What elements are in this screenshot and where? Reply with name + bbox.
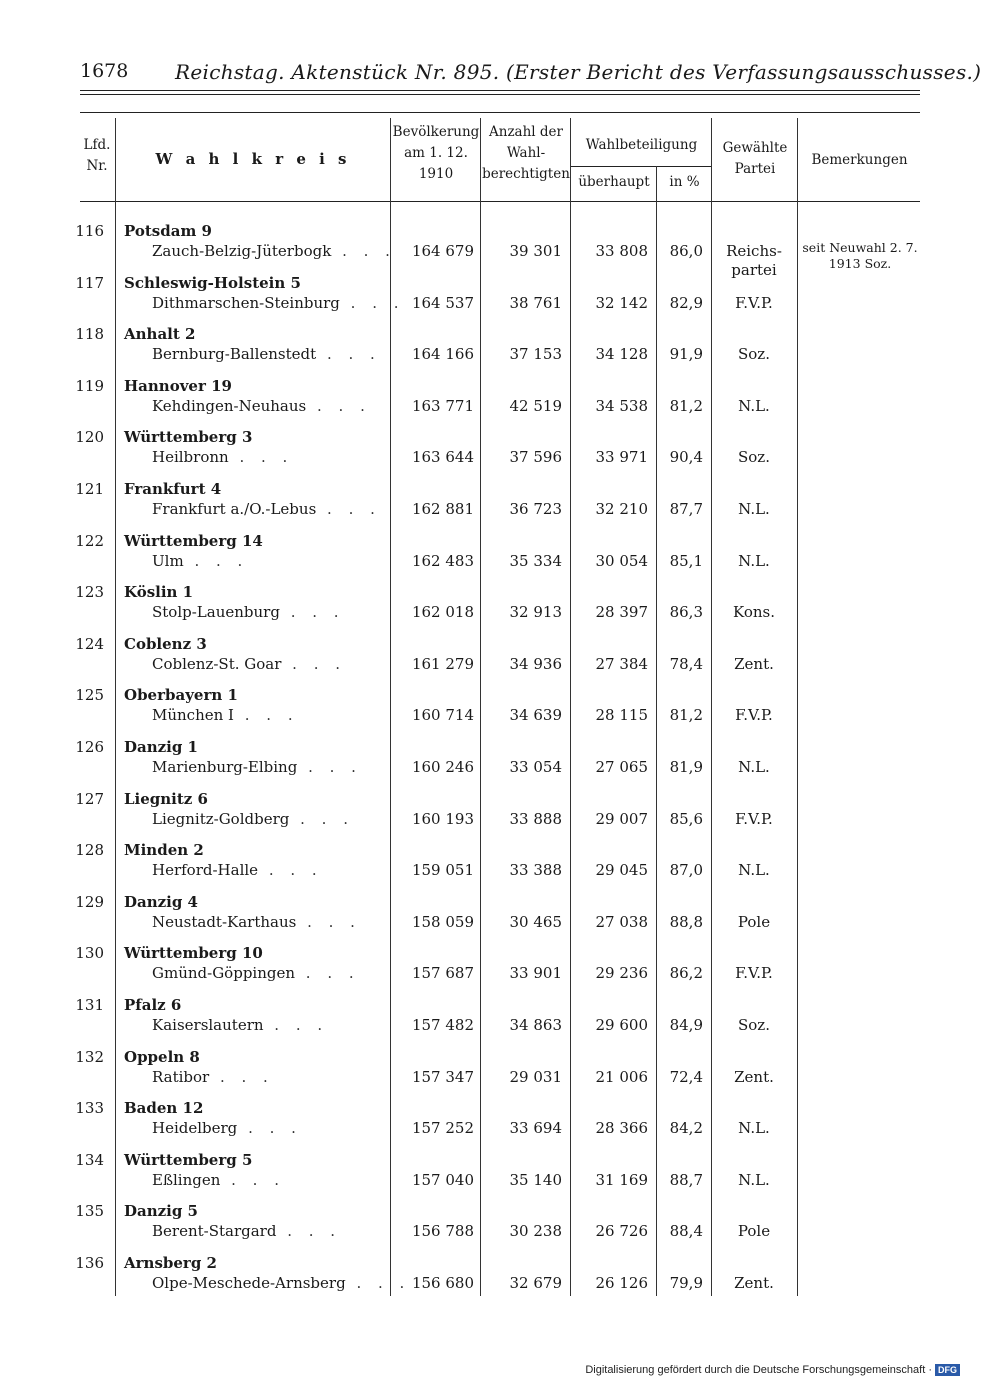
- column-divider: [570, 118, 571, 1296]
- row-number: 132: [75, 1048, 104, 1066]
- table-header-rule: [80, 201, 920, 202]
- page-number: 1678: [80, 60, 129, 82]
- row-population: 157 252: [411, 1119, 474, 1137]
- row-eligible: 33 694: [509, 1119, 562, 1137]
- row-district-name: Kaiserslautern: [152, 1016, 264, 1034]
- row-party: Soz.: [738, 345, 770, 363]
- row-percent: 72,4: [669, 1068, 703, 1086]
- row-percent: 88,7: [669, 1171, 703, 1189]
- row-district: [152, 758, 362, 776]
- row-turnout: 34 538: [595, 397, 648, 415]
- row-population: 157 482: [411, 1016, 474, 1034]
- row-eligible: 33 888: [509, 810, 562, 828]
- row-region: Schleswig-Holstein 5: [124, 274, 301, 292]
- row-eligible: 37 153: [509, 345, 562, 363]
- row-party: N.L.: [738, 552, 770, 570]
- row-percent: 86,0: [669, 242, 703, 260]
- row-population: 156 680: [411, 1274, 474, 1292]
- row-party: Pole: [737, 1222, 771, 1240]
- row-percent: 87,0: [669, 861, 703, 879]
- row-region: Arnsberg 2: [124, 1254, 217, 1272]
- header-rule-top: [80, 90, 920, 91]
- leader-dots: . . .: [258, 861, 323, 879]
- row-percent: 86,2: [669, 964, 703, 982]
- row-region: Württemberg 5: [124, 1151, 253, 1169]
- row-district: [152, 552, 248, 570]
- row-party: Soz.: [738, 1016, 770, 1034]
- row-region: Minden 2: [124, 841, 204, 859]
- leader-dots: . . .: [331, 242, 396, 260]
- row-eligible: 39 301: [509, 242, 562, 260]
- leader-dots: . . .: [306, 397, 371, 415]
- row-eligible: 32 913: [509, 603, 562, 621]
- row-number: 119: [75, 377, 104, 395]
- row-district: [152, 448, 293, 466]
- row-number: 136: [75, 1254, 104, 1272]
- row-district: [152, 655, 346, 673]
- row-region: Potsdam 9: [124, 222, 212, 240]
- row-turnout: 28 397: [595, 603, 648, 621]
- row-district-name: Liegnitz-Goldberg: [152, 810, 290, 828]
- row-percent: 87,7: [669, 500, 703, 518]
- column-header-wahlbeteiligung: Wahlbeteiligung: [585, 137, 698, 153]
- column-divider: [480, 118, 481, 1296]
- row-region: Köslin 1: [124, 583, 194, 601]
- row-percent: 91,9: [669, 345, 703, 363]
- row-district-name: Marienburg-Elbing: [152, 758, 298, 776]
- row-percent: 88,8: [669, 913, 703, 931]
- leader-dots: . . .: [183, 552, 249, 570]
- leader-dots: . . .: [228, 448, 294, 466]
- row-number: 121: [75, 480, 104, 498]
- row-region: Württemberg 3: [124, 428, 253, 446]
- row-district: [152, 242, 396, 260]
- row-region: Danzig 4: [124, 893, 198, 911]
- row-number: 122: [75, 532, 104, 550]
- row-region: Frankfurt 4: [124, 480, 222, 498]
- row-eligible: 38 761: [509, 294, 562, 312]
- leader-dots: . . .: [237, 1119, 302, 1137]
- row-turnout: 26 726: [595, 1222, 648, 1240]
- row-district-name: Olpe-Meschede-Arnsberg: [152, 1274, 346, 1292]
- row-number: 123: [75, 583, 104, 601]
- row-turnout: 29 236: [595, 964, 648, 982]
- row-party: Zent.: [734, 655, 774, 673]
- row-party: Zent.: [734, 1068, 774, 1086]
- row-district-name: Kehdingen-Neuhaus: [152, 397, 307, 415]
- row-eligible: 35 140: [509, 1171, 562, 1189]
- row-district: [152, 397, 371, 415]
- leader-dots: . . .: [263, 1016, 329, 1034]
- row-population: 157 040: [411, 1171, 474, 1189]
- row-eligible: 33 054: [509, 758, 562, 776]
- row-population: 163 644: [411, 448, 474, 466]
- row-party: N.L.: [738, 1171, 770, 1189]
- row-percent: 81,2: [669, 706, 703, 724]
- row-number: 130: [75, 944, 104, 962]
- leader-dots: . . .: [345, 1274, 411, 1292]
- column-divider: [656, 166, 657, 1296]
- column-header-anzahl: Anzahl der Wahl- berechtigten: [482, 124, 570, 182]
- row-district: [152, 706, 299, 724]
- row-turnout: 34 128: [595, 345, 648, 363]
- footer-credit: [585, 1364, 960, 1376]
- row-region: Danzig 1: [124, 738, 198, 756]
- row-district-name: Heidelberg: [152, 1119, 238, 1137]
- row-party: N.L.: [738, 861, 770, 879]
- row-percent: 84,2: [669, 1119, 703, 1137]
- row-district: [152, 603, 345, 621]
- row-turnout: 32 142: [595, 294, 648, 312]
- row-party: Kons.: [733, 603, 775, 621]
- wahlbeteiligung-subrule: [570, 166, 712, 167]
- row-percent: 82,9: [669, 294, 703, 312]
- row-district-name: Berent-Stargard: [152, 1222, 277, 1240]
- row-turnout: 32 210: [595, 500, 648, 518]
- row-district: [152, 810, 354, 828]
- row-eligible: 42 519: [509, 397, 562, 415]
- leader-dots: . . .: [316, 500, 381, 518]
- row-number: 125: [75, 686, 104, 704]
- row-region: Anhalt 2: [124, 325, 196, 343]
- row-percent: 81,9: [669, 758, 703, 776]
- page-title: Reichstag. Aktenstück Nr. 895. (Erster Bericht des Verfassungsausschusses.): [175, 60, 982, 84]
- row-turnout: 26 126: [595, 1274, 648, 1292]
- row-district-name: Stolp-Lauenburg: [152, 603, 280, 621]
- row-eligible: 36 723: [509, 500, 562, 518]
- row-district: [152, 500, 381, 518]
- leader-dots: . . .: [316, 345, 381, 363]
- row-population: 163 771: [411, 397, 474, 415]
- row-eligible: 29 031: [509, 1068, 562, 1086]
- row-number: 133: [75, 1099, 104, 1117]
- leader-dots: . . .: [297, 758, 362, 776]
- row-region: Baden 12: [124, 1099, 204, 1117]
- row-population: 164 679: [411, 242, 474, 260]
- row-percent: 85,1: [669, 552, 703, 570]
- row-population: 159 051: [411, 861, 474, 879]
- column-header-partei: Gewählte Partei: [722, 140, 788, 177]
- row-region: Württemberg 14: [124, 532, 263, 550]
- row-number: 120: [75, 428, 104, 446]
- row-district: [152, 294, 405, 312]
- row-population: 160 246: [411, 758, 474, 776]
- row-population: 162 881: [411, 500, 474, 518]
- row-turnout: 27 384: [595, 655, 648, 673]
- row-district-name: Zauch-Belzig-Jüterbogk: [152, 242, 332, 260]
- row-percent: 81,2: [669, 397, 703, 415]
- row-number: 129: [75, 893, 104, 911]
- row-district-name: Frankfurt a./O.-Lebus: [152, 500, 317, 518]
- row-district: [152, 1119, 302, 1137]
- row-eligible: 37 596: [509, 448, 562, 466]
- row-region: Oberbayern 1: [124, 686, 238, 704]
- row-party: N.L.: [738, 1119, 770, 1137]
- row-district-name: Neustadt-Karthaus: [152, 913, 297, 931]
- row-turnout: 29 045: [595, 861, 648, 879]
- row-district-name: Bernburg-Ballenstedt: [152, 345, 317, 363]
- row-party: F.V.P.: [735, 294, 773, 312]
- row-percent: 78,4: [669, 655, 703, 673]
- footer-credit-text: Digitalisierung gefördert durch die Deutsche Forschungsgemeinschaft ·: [585, 1364, 932, 1376]
- row-district-name: Ulm: [152, 552, 184, 570]
- row-district-name: Herford-Halle: [152, 861, 259, 879]
- row-party: F.V.P.: [735, 810, 773, 828]
- column-header-bemerkungen: Bemerkungen: [811, 152, 908, 168]
- table-top-rule: [80, 112, 920, 113]
- row-turnout: 30 054: [595, 552, 648, 570]
- row-district-name: Eßlingen: [152, 1171, 221, 1189]
- row-district: [152, 1016, 328, 1034]
- row-district-name: Coblenz-St. Goar: [152, 655, 282, 673]
- row-number: 118: [75, 325, 104, 343]
- row-eligible: 32 679: [509, 1274, 562, 1292]
- leader-dots: . . .: [296, 913, 361, 931]
- row-district: [152, 1068, 274, 1086]
- row-percent: 88,4: [669, 1222, 703, 1240]
- row-district: [152, 861, 323, 879]
- row-number: 117: [75, 274, 104, 292]
- row-turnout: 28 115: [595, 706, 648, 724]
- row-population: 162 483: [411, 552, 474, 570]
- row-population: 162 018: [411, 603, 474, 621]
- row-eligible: 34 863: [509, 1016, 562, 1034]
- row-region: Hannover 19: [124, 377, 232, 395]
- row-party: Pole: [737, 913, 771, 931]
- row-district: [152, 913, 361, 931]
- header-rule-bottom: [80, 94, 920, 95]
- row-region: Coblenz 3: [124, 635, 207, 653]
- row-turnout: 29 007: [595, 810, 648, 828]
- row-number: 134: [75, 1151, 104, 1169]
- row-eligible: 30 465: [509, 913, 562, 931]
- row-turnout: 27 065: [595, 758, 648, 776]
- row-population: 160 714: [411, 706, 474, 724]
- row-turnout: 33 808: [595, 242, 648, 260]
- row-eligible: 33 901: [509, 964, 562, 982]
- row-district-name: München I: [152, 706, 234, 724]
- row-eligible: 33 388: [509, 861, 562, 879]
- row-turnout: 29 600: [595, 1016, 648, 1034]
- row-number: 135: [75, 1202, 104, 1220]
- row-population: 157 687: [411, 964, 474, 982]
- row-district: [152, 1171, 285, 1189]
- leader-dots: . . .: [276, 1222, 342, 1240]
- row-percent: 84,9: [669, 1016, 703, 1034]
- row-party: Reichs- partei: [726, 242, 782, 279]
- row-party: N.L.: [738, 397, 770, 415]
- row-number: 131: [75, 996, 104, 1014]
- row-population: 158 059: [411, 913, 474, 931]
- leader-dots: . . .: [295, 964, 360, 982]
- row-district: [152, 345, 381, 363]
- row-district-name: Ratibor: [152, 1068, 210, 1086]
- row-district-name: Heilbronn: [152, 448, 229, 466]
- row-party: N.L.: [738, 500, 770, 518]
- row-number: 124: [75, 635, 104, 653]
- page-header: [80, 60, 982, 88]
- column-header-bevoelkerung: Bevölkerung am 1. 12. 1910: [392, 124, 480, 182]
- leader-dots: . . .: [279, 603, 345, 621]
- row-party: F.V.P.: [735, 964, 773, 982]
- row-region: Pfalz 6: [124, 996, 182, 1014]
- row-population: 161 279: [411, 655, 474, 673]
- row-district: [152, 1222, 341, 1240]
- column-header-wahlkreis: W a h l k r e i s: [155, 150, 351, 168]
- row-region: Liegnitz 6: [124, 790, 208, 808]
- row-turnout: 31 169: [595, 1171, 648, 1189]
- leader-dots: . . .: [339, 294, 405, 312]
- row-percent: 85,6: [669, 810, 703, 828]
- row-population: 164 537: [411, 294, 474, 312]
- row-eligible: 35 334: [509, 552, 562, 570]
- row-number: 128: [75, 841, 104, 859]
- column-divider: [115, 118, 116, 1296]
- row-population: 164 166: [411, 345, 474, 363]
- row-party: N.L.: [738, 758, 770, 776]
- row-turnout: 28 366: [595, 1119, 648, 1137]
- row-party: F.V.P.: [735, 706, 773, 724]
- row-party: Zent.: [734, 1274, 774, 1292]
- row-remark: seit Neuwahl 2. 7. 1913 Soz.: [802, 240, 918, 272]
- leader-dots: . . .: [233, 706, 299, 724]
- row-turnout: 21 006: [595, 1068, 648, 1086]
- row-population: 157 347: [411, 1068, 474, 1086]
- row-district: [152, 964, 360, 982]
- dfg-logo: DFG: [935, 1364, 960, 1376]
- row-party: Soz.: [738, 448, 770, 466]
- row-region: Danzig 5: [124, 1202, 198, 1220]
- row-population: 156 788: [411, 1222, 474, 1240]
- leader-dots: . . .: [209, 1068, 274, 1086]
- row-percent: 90,4: [669, 448, 703, 466]
- row-district-name: Gmünd-Göppingen: [152, 964, 296, 982]
- column-header-ueberhaupt: überhaupt: [578, 174, 650, 190]
- row-number: 127: [75, 790, 104, 808]
- row-eligible: 34 936: [509, 655, 562, 673]
- column-header-in-prozent: in %: [669, 174, 700, 190]
- row-region: Württemberg 10: [124, 944, 263, 962]
- row-turnout: 27 038: [595, 913, 648, 931]
- row-region: Oppeln 8: [124, 1048, 200, 1066]
- row-percent: 86,3: [669, 603, 703, 621]
- row-eligible: 30 238: [509, 1222, 562, 1240]
- row-district: [152, 1274, 410, 1292]
- leader-dots: . . .: [281, 655, 346, 673]
- row-eligible: 34 639: [509, 706, 562, 724]
- leader-dots: . . .: [289, 810, 354, 828]
- row-percent: 79,9: [669, 1274, 703, 1292]
- row-district-name: Dithmarschen-Steinburg: [152, 294, 340, 312]
- row-number: 116: [75, 222, 104, 240]
- row-number: 126: [75, 738, 104, 756]
- column-header-lfd: Lfd. Nr.: [83, 137, 111, 174]
- leader-dots: . . .: [220, 1171, 285, 1189]
- row-turnout: 33 971: [595, 448, 648, 466]
- row-population: 160 193: [411, 810, 474, 828]
